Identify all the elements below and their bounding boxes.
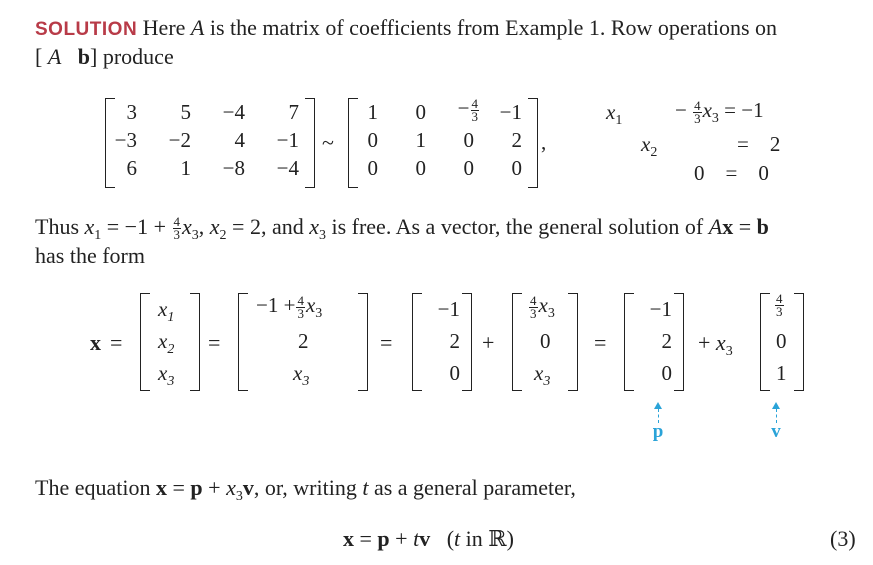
matrix-cell: 0 <box>463 128 474 152</box>
vector-free-part <box>512 293 578 391</box>
var: x <box>293 361 303 385</box>
var: x <box>309 214 319 239</box>
text: , <box>198 214 210 239</box>
system-row-2 <box>641 132 658 160</box>
frac-num: 4 <box>530 292 537 308</box>
matrix-cell: 0 <box>511 156 522 180</box>
vector-x-components <box>140 293 200 391</box>
vector-v <box>760 290 804 391</box>
text: as a general parameter, <box>373 475 576 500</box>
plus: + <box>482 330 495 355</box>
lhs: 0 <box>694 161 705 185</box>
var: p <box>377 526 390 551</box>
sub: 3 <box>543 374 551 389</box>
vector-constant <box>412 293 472 391</box>
vector-p <box>624 293 684 391</box>
frac-num: 4 <box>173 214 180 230</box>
sub: 3 <box>235 489 243 504</box>
matrix-cell-fraction <box>458 96 480 123</box>
matrix-cell: −1 <box>499 100 522 124</box>
minus: − <box>675 98 687 122</box>
rhs: −1 <box>741 98 764 122</box>
plus: + <box>395 526 408 551</box>
aug-A: A <box>47 44 62 69</box>
sub: 3 <box>725 344 733 359</box>
rref-matrix <box>348 95 538 188</box>
var: x <box>343 526 354 551</box>
text: in <box>465 526 483 551</box>
solution-label: SOLUTION <box>35 19 138 40</box>
matrix-cell: −8 <box>222 156 245 180</box>
thus-line-2: has the form <box>35 243 145 268</box>
frac-den: 3 <box>776 303 783 319</box>
plus-x3 <box>698 330 733 359</box>
matrix-cell <box>528 293 555 320</box>
var: t <box>454 526 461 551</box>
sub: 2 <box>650 145 658 160</box>
matrix-cell: 0 <box>367 128 378 152</box>
text: −1 + <box>256 293 296 317</box>
sub: 3 <box>547 306 555 321</box>
equals: = <box>724 98 737 122</box>
matrix-cell <box>774 291 785 318</box>
matrix-cell: −1 <box>437 297 460 321</box>
system-row-1 <box>606 100 623 128</box>
p-label: p <box>652 421 664 442</box>
matrix-cell: 2 <box>661 329 672 353</box>
matrix-cell: 6 <box>126 156 137 180</box>
matrix-cell: 4 <box>234 128 245 152</box>
plus: + <box>698 330 711 355</box>
var: x <box>305 293 316 317</box>
var: p <box>190 475 203 500</box>
equation-number: (3) <box>830 526 856 551</box>
arrow-up-icon <box>654 402 662 409</box>
rhs: 2 <box>769 132 781 156</box>
matrix-cell: 0 <box>463 156 474 180</box>
matrix-cell: 0 <box>415 156 426 180</box>
equals: = <box>738 214 752 239</box>
frac-num: 4 <box>471 95 478 111</box>
sub: 3 <box>315 306 323 321</box>
system-row-1-rhs <box>675 98 764 125</box>
var: x <box>641 132 651 156</box>
v-label: v <box>771 421 781 442</box>
var: x <box>209 214 220 239</box>
comma: , <box>541 130 547 154</box>
var: v <box>419 526 431 551</box>
var: v <box>242 475 254 500</box>
var: x <box>182 214 192 239</box>
p-arrow <box>648 402 668 442</box>
matrix-cell <box>158 297 175 325</box>
var: x <box>158 361 168 385</box>
matrix-cell: 0 <box>415 100 426 124</box>
final-equation <box>343 526 514 552</box>
matrix-cell: 0 <box>661 361 672 385</box>
matrix-cell: −1 <box>649 297 672 321</box>
reals-symbol: ℝ <box>488 526 507 551</box>
var: t <box>413 526 420 551</box>
rhs: 0 <box>758 161 769 185</box>
frac-den: 3 <box>173 227 180 243</box>
matrix-cell: 2 <box>511 128 522 152</box>
var: x <box>702 98 712 122</box>
equals: = <box>594 330 607 355</box>
paren: ( <box>446 526 455 551</box>
equals: = <box>359 526 372 551</box>
var: b <box>756 214 769 239</box>
var: x <box>538 293 548 317</box>
sub: 1 <box>615 113 623 128</box>
intro-produce: produce <box>102 44 174 69</box>
matrix-cell: 1 <box>776 361 787 385</box>
plus: + <box>208 475 221 500</box>
matrix-cell: 0 <box>367 156 378 180</box>
equals: = <box>380 330 393 355</box>
matrix-cell <box>158 329 175 357</box>
equation-sentence <box>35 475 576 504</box>
frac-num: 4 <box>297 292 304 308</box>
sub: 3 <box>167 374 175 389</box>
var: x <box>158 329 168 353</box>
matrix-cell: 1 <box>367 100 378 124</box>
matrix-cell: −2 <box>168 128 191 152</box>
matrix-cell: 2 <box>298 329 309 353</box>
text: , or, writing <box>253 475 357 500</box>
var: t <box>362 475 369 500</box>
var: x <box>155 475 167 500</box>
system-row-2-rhs <box>737 132 780 157</box>
intro-text: Here <box>142 15 186 40</box>
sub: 2 <box>219 228 227 243</box>
var: x <box>722 214 734 239</box>
frac-sign: − <box>457 96 470 120</box>
bracket-open: [ <box>35 44 43 69</box>
sub: 2 <box>167 342 175 357</box>
intro-line-2 <box>35 44 174 70</box>
matrix-cell: 2 <box>449 329 460 353</box>
matrix-cell <box>158 361 175 389</box>
var: x <box>84 214 95 239</box>
matrix-cell: 3 <box>126 100 137 124</box>
matrix-cell: 7 <box>288 100 299 124</box>
sub: 3 <box>711 111 719 126</box>
matrix-cell: −1 <box>276 128 299 152</box>
text: is free. As a vector, the general solution of <box>331 214 704 239</box>
var: A <box>708 214 723 239</box>
intro-line-1 <box>35 15 777 41</box>
frac-num: 4 <box>694 97 701 113</box>
matrix-cell: 0 <box>449 361 460 385</box>
paren: ) <box>506 526 514 551</box>
matrix-var: A <box>190 15 205 40</box>
matrix-cell: 0 <box>540 329 551 353</box>
frac-num: 4 <box>776 290 783 306</box>
var: x <box>226 475 236 500</box>
var: x <box>158 297 168 321</box>
intro-rest: is the matrix of coefficients from Example 1. Row operations on <box>209 15 778 40</box>
matrix-cell: −4 <box>222 100 245 124</box>
frac-den: 3 <box>530 305 537 321</box>
var: x <box>606 100 616 124</box>
matrix-cell: 0 <box>776 329 787 353</box>
system-row-3 <box>694 161 769 186</box>
equals: = <box>110 330 123 355</box>
text: = −1 + <box>106 214 166 239</box>
var: x <box>534 361 544 385</box>
sub: 3 <box>318 228 326 243</box>
matrix-cell <box>256 293 322 320</box>
frac-den: 3 <box>297 305 304 321</box>
matrix-cell: 5 <box>180 100 191 124</box>
equals: = <box>725 161 738 185</box>
matrix-cell <box>534 361 551 389</box>
equals: = <box>737 132 749 156</box>
frac-den: 3 <box>694 110 701 126</box>
matrix-cell: 1 <box>415 128 426 152</box>
v-arrow <box>766 402 786 442</box>
row-equivalent-symbol: ~ <box>322 130 334 155</box>
aug-b: b <box>77 44 91 69</box>
augmented-matrix <box>105 98 315 188</box>
text: Thus <box>35 214 79 239</box>
matrix-cell: −3 <box>114 128 137 152</box>
sub: 1 <box>167 310 175 325</box>
text: = 2, and <box>232 214 304 239</box>
matrix-cell: −4 <box>276 156 299 180</box>
sub: 3 <box>302 374 310 389</box>
thus-line-1 <box>35 214 769 241</box>
matrix-cell: 1 <box>180 156 191 180</box>
sub: 3 <box>191 228 199 243</box>
arrow-up-icon <box>772 402 780 409</box>
equals: = <box>172 475 185 500</box>
var: x <box>715 330 726 355</box>
bracket-close: ] <box>90 44 98 69</box>
text: The equation <box>35 475 151 500</box>
vector-x: x <box>90 330 101 355</box>
sub: 1 <box>94 228 102 243</box>
vector-solution-expr <box>238 293 368 391</box>
frac-den: 3 <box>471 108 478 124</box>
matrix-cell <box>293 361 310 389</box>
equals: = <box>208 330 221 355</box>
